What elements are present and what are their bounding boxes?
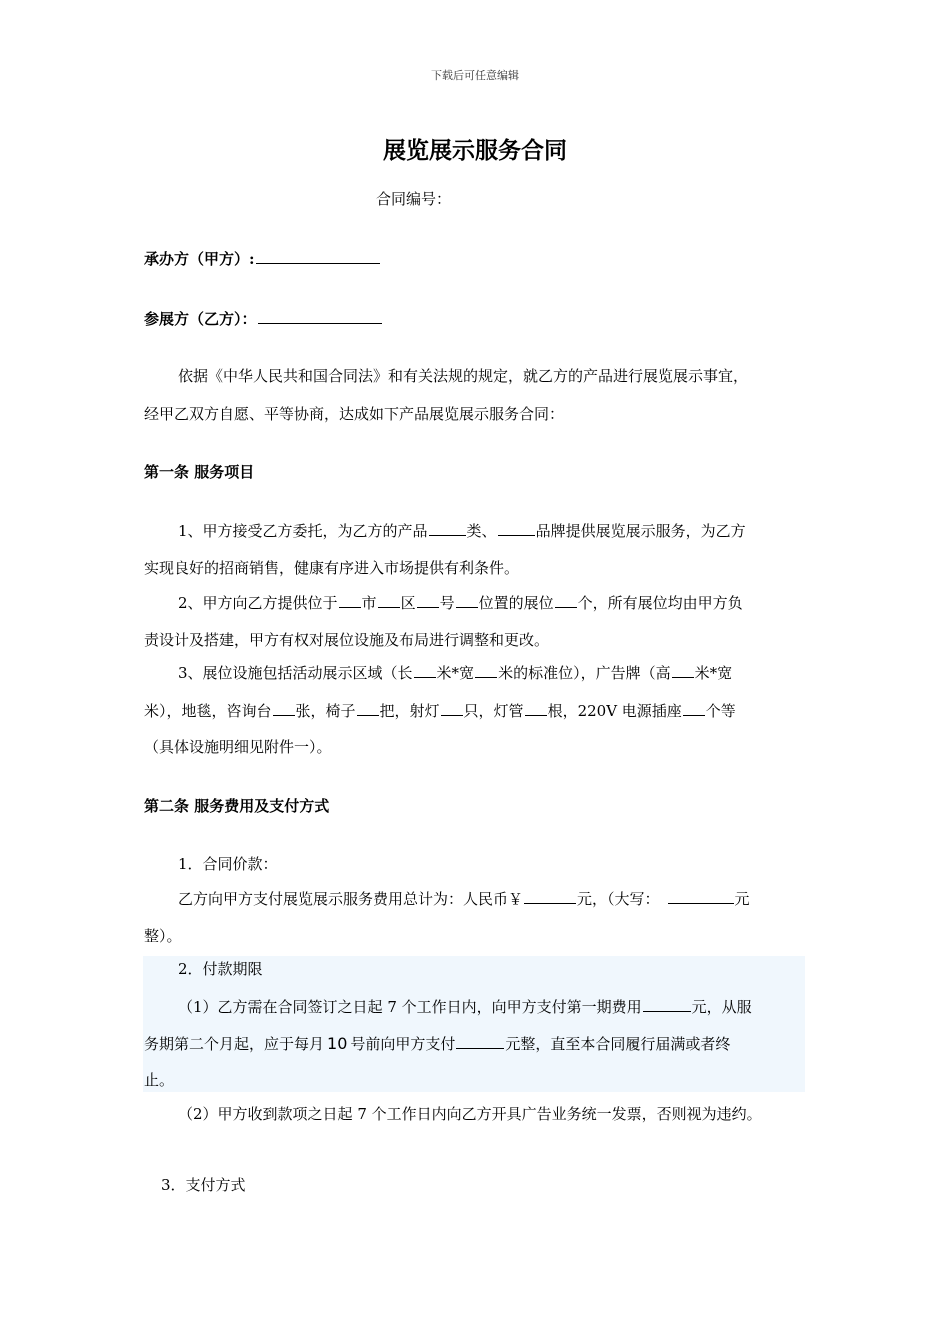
blank[interactable]: [475, 662, 497, 678]
intro-line-2: 经甲乙双方自愿、平等协商，达成如下产品展览展示服务合同：: [144, 405, 565, 423]
article-1-item-3-cont-2: （具体设施明细见附件一）。: [144, 738, 332, 756]
blank[interactable]: [498, 520, 535, 536]
page-header-note: 下载后可任意编辑: [431, 69, 519, 82]
blank[interactable]: [555, 592, 577, 608]
blank[interactable]: [643, 996, 691, 1012]
blank[interactable]: [525, 700, 547, 716]
text: 个等: [705, 702, 736, 720]
text: 类、: [466, 522, 497, 540]
article-1-item-2-cont: 责设计及搭建，甲方有权对展位设施及布局进行调整和更改。: [144, 631, 550, 649]
text: 米），地毯，咨询台: [144, 702, 272, 720]
blank[interactable]: [378, 592, 400, 608]
contract-number-label: 合同编号：: [376, 190, 452, 208]
text: 只，灯管: [463, 702, 524, 720]
blank[interactable]: [683, 700, 705, 716]
text: 根，220V 电源插座: [547, 702, 682, 720]
text: 乙方向甲方支付展览展示服务费用总计为：人民币￥: [178, 890, 524, 908]
payment-term-1: [178, 996, 752, 1017]
text: 号前向甲方支付: [350, 1035, 456, 1053]
text: 米*宽: [694, 664, 733, 682]
text: 元整，直至本合同履行届满或者终: [505, 1035, 731, 1053]
article-1-item-1-cont: 实现良好的招商销售，健康有序进入市场提供有利条件。: [144, 559, 520, 577]
payment-term-2: （2）甲方收到款项之日起 7 个工作日内向乙方开具广告业务统一发票，否则视为违约。: [178, 1105, 762, 1123]
article-1-heading: 第一条 服务项目: [144, 463, 255, 481]
payment-term-1-cont-2: 止。: [144, 1071, 175, 1089]
text: 元，从服: [691, 998, 752, 1016]
text: 张，椅子: [295, 702, 356, 720]
text: 号: [439, 594, 455, 612]
blank[interactable]: [273, 700, 295, 716]
party-b-blank[interactable]: [258, 308, 382, 324]
text: 3、展位设施包括活动展示区域（长: [178, 664, 413, 682]
article-1-item-1: [178, 520, 746, 541]
article-1-item-2: [178, 592, 743, 613]
text: 务期第二个月起，应于每月: [144, 1035, 325, 1053]
text: 2、甲方向乙方提供位于: [178, 594, 338, 612]
party-a-label: 承办方（甲方）:: [144, 250, 255, 268]
party-b-line: [144, 308, 383, 329]
payment-term-heading: 2．付款期限: [178, 960, 263, 978]
price-heading: 1．合同价款：: [178, 855, 278, 873]
party-a-blank[interactable]: [256, 248, 380, 264]
blank[interactable]: [456, 1033, 504, 1049]
price-line: [178, 888, 750, 909]
intro-line-1: 依据《中华人民共和国合同法》和有关法规的规定，就乙方的产品进行展览展示事宜，: [178, 367, 749, 385]
blank[interactable]: [339, 592, 361, 608]
text: 1、甲方接受乙方委托，为乙方的产品: [178, 522, 428, 540]
blank[interactable]: [672, 662, 694, 678]
party-b-label: 参展方（乙方）：: [144, 310, 257, 328]
text: 米的标准位），广告牌（高: [498, 664, 671, 682]
payment-term-1-cont: [144, 1033, 730, 1054]
text: （1）乙方需在合同签订之日起 7 个工作日内，向甲方支付第一期费用: [178, 998, 642, 1016]
blank-amount[interactable]: [524, 888, 576, 904]
text: 把，射灯: [379, 702, 440, 720]
article-2-heading: 第二条 服务费用及支付方式: [144, 797, 330, 815]
blank-amount-words[interactable]: [668, 888, 734, 904]
party-a-line: [144, 248, 381, 269]
text: 米*宽: [436, 664, 475, 682]
text: 元: [734, 890, 750, 908]
blank[interactable]: [441, 700, 463, 716]
text: 10: [327, 1034, 348, 1053]
blank[interactable]: [414, 662, 436, 678]
text: 元，（大写：: [577, 890, 660, 908]
text: 个，所有展位均由甲方负: [577, 594, 743, 612]
text: 品牌提供展览展示服务，为乙方: [535, 522, 746, 540]
article-1-item-3-cont: [144, 700, 736, 721]
blank[interactable]: [357, 700, 379, 716]
text: 区: [400, 594, 416, 612]
blank[interactable]: [429, 520, 466, 536]
page-title: 展览展示服务合同: [383, 137, 567, 164]
blank[interactable]: [417, 592, 439, 608]
price-line-cont: 整）。: [144, 927, 182, 945]
text: 市: [361, 594, 377, 612]
payment-method-heading: 3．支付方式: [161, 1176, 246, 1194]
text: 位置的展位: [478, 594, 554, 612]
article-1-item-3: [178, 662, 732, 683]
blank[interactable]: [456, 592, 478, 608]
